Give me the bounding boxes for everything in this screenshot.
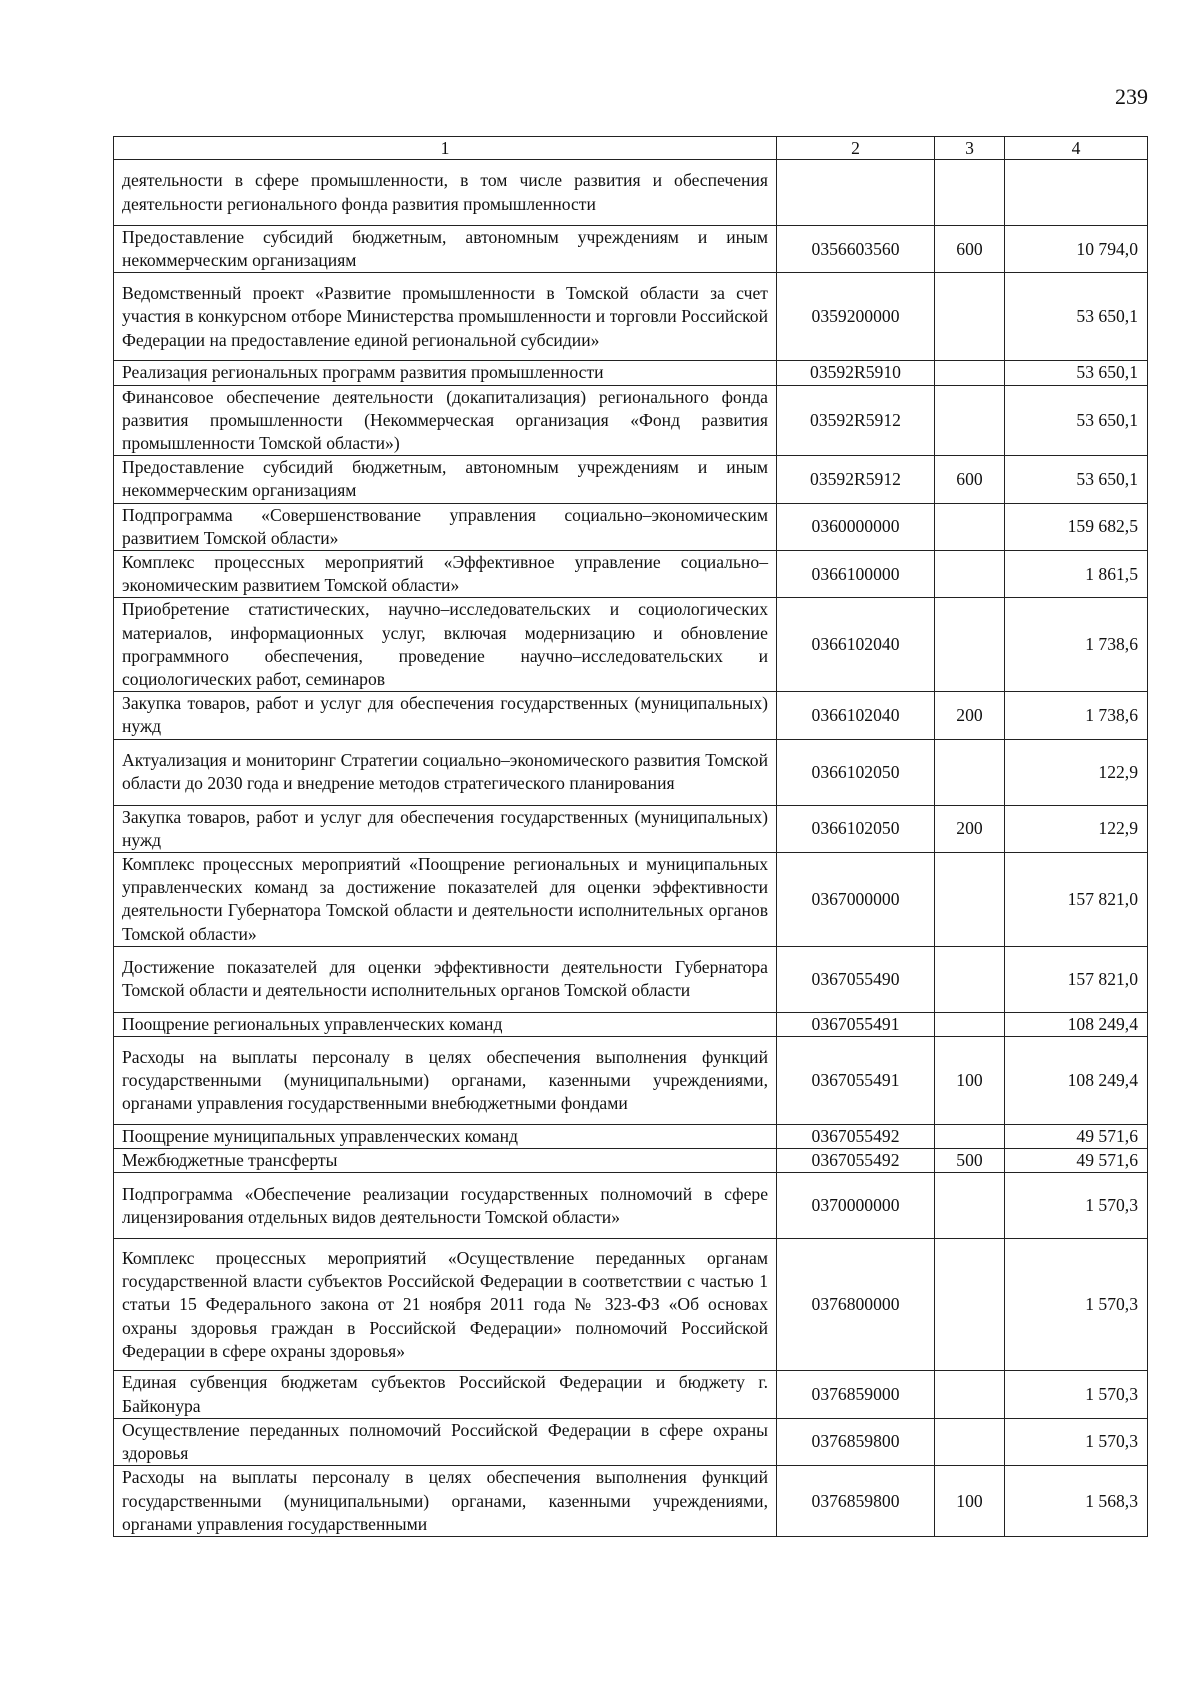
- column-header-3: 3: [935, 137, 1005, 160]
- column-header-2: 2: [777, 137, 935, 160]
- row-name-cell: деятельности в сфере промышленности, в том числе развития и обеспечения деятельности регионального фонда развития промышленности: [114, 160, 777, 226]
- row-name-cell: Межбюджетные трансферты: [114, 1149, 777, 1173]
- row-code-cell: 0366100000: [777, 551, 935, 598]
- row-type-cell: [935, 273, 1005, 361]
- row-amount-cell: 1 570,3: [1005, 1371, 1148, 1418]
- row-code-cell: 0376859800: [777, 1466, 935, 1537]
- row-amount-cell: 1 738,6: [1005, 598, 1148, 692]
- table-row: [114, 946, 1148, 1012]
- row-code-cell: 03592R5910: [777, 361, 935, 385]
- row-amount-cell: 1 861,5: [1005, 551, 1148, 598]
- row-amount-cell: 49 571,6: [1005, 1149, 1148, 1173]
- row-amount-cell: 49 571,6: [1005, 1125, 1148, 1149]
- row-amount-cell: 157 821,0: [1005, 853, 1148, 947]
- row-code-cell: 0366102040: [777, 692, 935, 739]
- row-type-cell: [935, 1125, 1005, 1149]
- row-name-cell: Предоставление субсидий бюджетным, автономным учреждениям и иным некоммерческим организациям: [114, 226, 777, 273]
- table-row: [114, 1125, 1148, 1149]
- row-name-cell: Финансовое обеспечение деятельности (докапитализация) регионального фонда развития промышленности (Некоммерческая организация «Фонд развития промышленности Томской области»): [114, 385, 777, 456]
- table-row: [114, 385, 1148, 456]
- row-type-cell: [935, 1173, 1005, 1239]
- table-row: [114, 1149, 1148, 1173]
- row-name-cell: Подпрограмма «Обеспечение реализации государственных полномочий в сфере лицензирования отдельных видов деятельности Томской области»: [114, 1173, 777, 1239]
- table-row: [114, 273, 1148, 361]
- budget-table: [113, 136, 1148, 1537]
- row-code-cell: 0367055492: [777, 1149, 935, 1173]
- table-row: [114, 503, 1148, 550]
- row-amount-cell: 108 249,4: [1005, 1037, 1148, 1125]
- row-type-cell: [935, 1012, 1005, 1036]
- row-amount-cell: 53 650,1: [1005, 273, 1148, 361]
- row-code-cell: [777, 160, 935, 226]
- table-row: [114, 739, 1148, 805]
- row-code-cell: 0367055491: [777, 1037, 935, 1125]
- row-type-cell: 600: [935, 226, 1005, 273]
- row-name-cell: Актуализация и мониторинг Стратегии социально–экономического развития Томской области до 2030 года и внедрение методов стратегического планирования: [114, 739, 777, 805]
- row-code-cell: 0376859800: [777, 1418, 935, 1465]
- table-row: [114, 1173, 1148, 1239]
- row-amount-cell: 108 249,4: [1005, 1012, 1148, 1036]
- row-type-cell: [935, 503, 1005, 550]
- table-row: [114, 160, 1148, 226]
- table-row: [114, 805, 1148, 852]
- row-type-cell: [935, 1239, 1005, 1371]
- row-type-cell: [935, 598, 1005, 692]
- row-type-cell: [935, 385, 1005, 456]
- table-row: [114, 456, 1148, 503]
- row-code-cell: 0366102040: [777, 598, 935, 692]
- row-name-cell: Закупка товаров, работ и услуг для обеспечения государственных (муниципальных) нужд: [114, 692, 777, 739]
- row-code-cell: 0376800000: [777, 1239, 935, 1371]
- row-code-cell: 03592R5912: [777, 385, 935, 456]
- row-code-cell: 03592R5912: [777, 456, 935, 503]
- row-type-cell: [935, 853, 1005, 947]
- row-amount-cell: 53 650,1: [1005, 385, 1148, 456]
- row-type-cell: [935, 739, 1005, 805]
- table-row: [114, 1012, 1148, 1036]
- row-code-cell: 0367055491: [777, 1012, 935, 1036]
- row-code-cell: 0356603560: [777, 226, 935, 273]
- row-name-cell: Поощрение региональных управленческих команд: [114, 1012, 777, 1036]
- row-type-cell: 600: [935, 456, 1005, 503]
- row-name-cell: Комплекс процессных мероприятий «Осуществление переданных органам государственной власти субъектов Российской Федерации в соответствии с частью 1 статьи 15 Федерального закона от 21 ноября 2011 года № 323-ФЗ «Об основах охраны здоровья граждан в Российской Федерации» полномочий Российской Федерации в сфере охраны здоровья»: [114, 1239, 777, 1371]
- row-name-cell: Поощрение муниципальных управленческих команд: [114, 1125, 777, 1149]
- table-row: [114, 226, 1148, 273]
- table-row: [114, 1466, 1148, 1537]
- row-type-cell: 500: [935, 1149, 1005, 1173]
- row-amount-cell: 53 650,1: [1005, 361, 1148, 385]
- row-code-cell: 0367055490: [777, 946, 935, 1012]
- column-header-1: 1: [114, 137, 777, 160]
- row-amount-cell: 1 570,3: [1005, 1418, 1148, 1465]
- row-name-cell: Достижение показателей для оценки эффективности деятельности Губернатора Томской области и деятельности исполнительных органов Томской области: [114, 946, 777, 1012]
- row-name-cell: Подпрограмма «Совершенствование управления социально–экономическим развитием Томской области»: [114, 503, 777, 550]
- row-type-cell: 200: [935, 692, 1005, 739]
- row-type-cell: [935, 361, 1005, 385]
- row-name-cell: Закупка товаров, работ и услуг для обеспечения государственных (муниципальных) нужд: [114, 805, 777, 852]
- row-type-cell: [935, 946, 1005, 1012]
- row-amount-cell: 1 568,3: [1005, 1466, 1148, 1537]
- row-code-cell: 0376859000: [777, 1371, 935, 1418]
- row-code-cell: 0359200000: [777, 273, 935, 361]
- table-row: [114, 853, 1148, 947]
- row-name-cell: Реализация региональных программ развития промышленности: [114, 361, 777, 385]
- row-amount-cell: 1 738,6: [1005, 692, 1148, 739]
- row-name-cell: Комплекс процессных мероприятий «Поощрение региональных и муниципальных управленческих команд за достижение показателей для оценки эффективности деятельности Губернатора Томской области и деятельности исполнительных органов Томской области»: [114, 853, 777, 947]
- row-name-cell: Ведомственный проект «Развитие промышленности в Томской области за счет участия в конкурсном отборе Министерства промышленности и торговли Российской Федерации на предоставление единой региональной субсидии»: [114, 273, 777, 361]
- row-code-cell: 0366102050: [777, 805, 935, 852]
- row-code-cell: 0370000000: [777, 1173, 935, 1239]
- row-type-cell: [935, 1418, 1005, 1465]
- row-name-cell: Приобретение статистических, научно–исследовательских и социологических материалов, информационных услуг, включая модернизацию и обновление программного обеспечения, проведение научно–исследовательских и социологических работ, семинаров: [114, 598, 777, 692]
- column-header-4: 4: [1005, 137, 1148, 160]
- table-row: [114, 551, 1148, 598]
- row-type-cell: 200: [935, 805, 1005, 852]
- table-row: [114, 1371, 1148, 1418]
- row-type-cell: [935, 160, 1005, 226]
- table-row: [114, 692, 1148, 739]
- table-row: [114, 598, 1148, 692]
- row-amount-cell: 159 682,5: [1005, 503, 1148, 550]
- row-type-cell: [935, 551, 1005, 598]
- row-code-cell: 0367055492: [777, 1125, 935, 1149]
- row-amount-cell: [1005, 160, 1148, 226]
- budget-table-body: [114, 137, 1148, 1537]
- row-amount-cell: 1 570,3: [1005, 1239, 1148, 1371]
- row-type-cell: 100: [935, 1037, 1005, 1125]
- row-amount-cell: 10 794,0: [1005, 226, 1148, 273]
- row-name-cell: Комплекс процессных мероприятий «Эффективное управление социально–экономическим развитием Томской области»: [114, 551, 777, 598]
- row-name-cell: Расходы на выплаты персоналу в целях обеспечения выполнения функций государственными (муниципальными) органами, казенными учреждениями, органами управления государственными внебюджетными фондами: [114, 1037, 777, 1125]
- row-amount-cell: 157 821,0: [1005, 946, 1148, 1012]
- row-amount-cell: 122,9: [1005, 805, 1148, 852]
- row-type-cell: [935, 1371, 1005, 1418]
- table-row: [114, 361, 1148, 385]
- table-row: [114, 1418, 1148, 1465]
- row-type-cell: 100: [935, 1466, 1005, 1537]
- row-code-cell: 0366102050: [777, 739, 935, 805]
- row-name-cell: Расходы на выплаты персоналу в целях обеспечения выполнения функций государственными (муниципальными) органами, казенными учреждениями, органами управления государственными: [114, 1466, 777, 1537]
- row-amount-cell: 53 650,1: [1005, 456, 1148, 503]
- page-number: 239: [1115, 84, 1148, 109]
- table-row: [114, 1037, 1148, 1125]
- row-name-cell: Единая субвенция бюджетам субъектов Российской Федерации и бюджету г. Байконура: [114, 1371, 777, 1418]
- row-name-cell: Предоставление субсидий бюджетным, автономным учреждениям и иным некоммерческим организациям: [114, 456, 777, 503]
- row-code-cell: 0367000000: [777, 853, 935, 947]
- row-name-cell: Осуществление переданных полномочий Российской Федерации в сфере охраны здоровья: [114, 1418, 777, 1465]
- row-amount-cell: 1 570,3: [1005, 1173, 1148, 1239]
- row-code-cell: 0360000000: [777, 503, 935, 550]
- table-row: [114, 1239, 1148, 1371]
- table-header-row: [114, 137, 1148, 160]
- row-amount-cell: 122,9: [1005, 739, 1148, 805]
